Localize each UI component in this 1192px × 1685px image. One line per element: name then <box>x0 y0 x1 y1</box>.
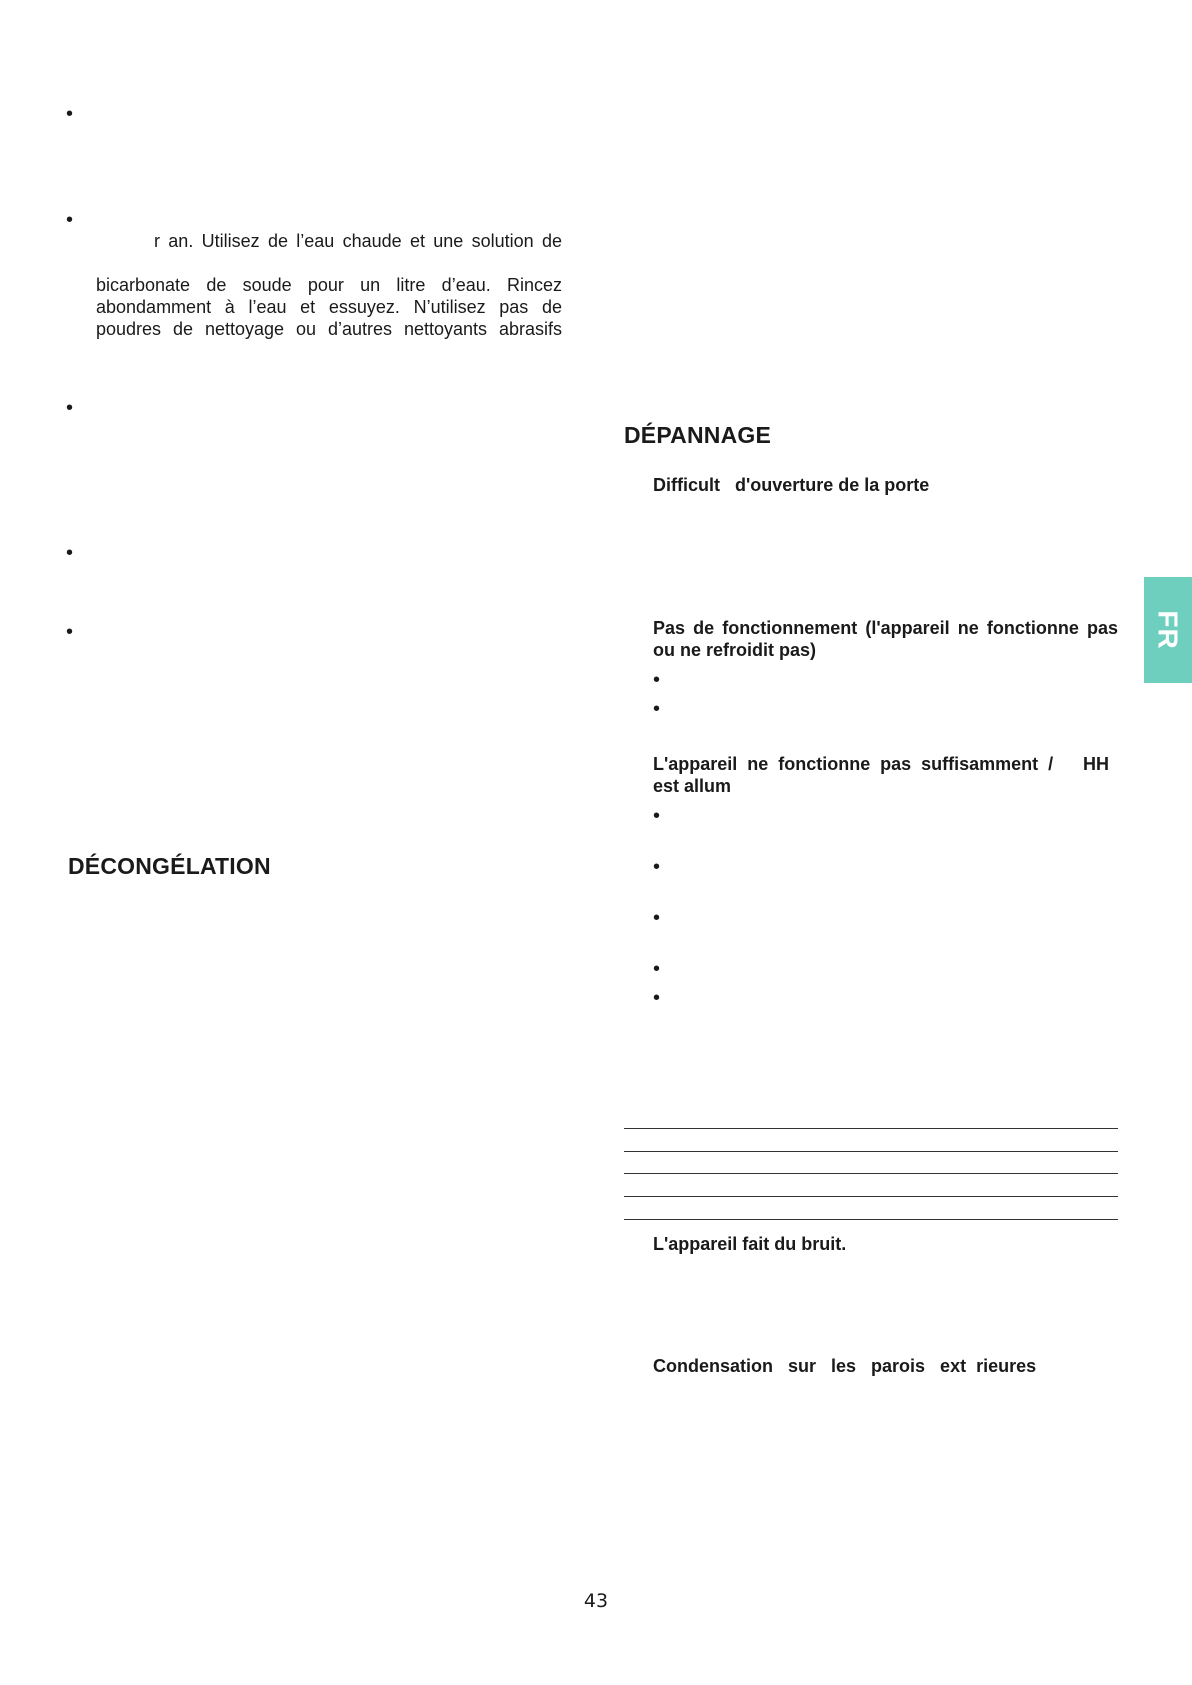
bullet: • <box>66 621 74 643</box>
bullet: • <box>653 669 661 691</box>
bullet: • <box>653 805 661 827</box>
subheading-insufficient <box>653 753 1109 797</box>
paragraph-line: bicarbonate de soude pour un litre d’eau. Rincez <box>96 275 562 295</box>
bullet: • <box>66 542 74 564</box>
paragraph-line: r an. Utilisez de l’eau chaude et une solution de <box>154 231 562 251</box>
table-rule <box>624 1173 1118 1174</box>
subheading-no-operation <box>653 617 1118 661</box>
subheading-line: est allum <box>653 776 732 796</box>
bullet: • <box>66 103 74 125</box>
paragraph-line: abondamment à l’eau et essuyez. N’utilisez pas de <box>96 297 562 317</box>
subheading-door: Difficult d'ouverture de la porte <box>653 475 930 495</box>
bullet: • <box>653 987 661 1009</box>
subheading-noise: L'appareil fait du bruit. <box>653 1234 847 1254</box>
cleaning-paragraph <box>96 274 562 340</box>
subheading-line: Pas de fonctionnement (l'appareil ne fonctionne pas <box>653 618 1118 638</box>
bullet: • <box>66 397 74 419</box>
subheading-line: L'appareil ne fonctionne pas suffisamment / HH <box>653 754 1109 774</box>
table-rule <box>624 1151 1118 1152</box>
table-rule <box>624 1128 1118 1129</box>
heading-troubleshooting: DÉPANNAGE <box>624 422 772 448</box>
bullet: • <box>653 958 661 980</box>
paragraph-line: poudres de nettoyage ou d’autres nettoyants abrasifs <box>96 319 562 339</box>
heading-defrost: DÉCONGÉLATION <box>68 853 271 879</box>
bullet: • <box>653 698 661 720</box>
bullet: • <box>653 907 661 929</box>
page-number: 43 <box>583 1590 609 1612</box>
language-tab <box>1144 577 1192 683</box>
subheading-line: ou ne refroidit pas) <box>653 640 817 660</box>
bullet: • <box>66 209 74 231</box>
table-rule <box>624 1196 1118 1197</box>
language-tab-label: FR <box>1152 610 1184 650</box>
bullet: • <box>653 856 661 878</box>
subheading-condensation: Condensation sur les parois ext rieures <box>653 1356 1037 1376</box>
table-rule <box>624 1219 1118 1220</box>
paragraph-first-line <box>154 230 562 252</box>
